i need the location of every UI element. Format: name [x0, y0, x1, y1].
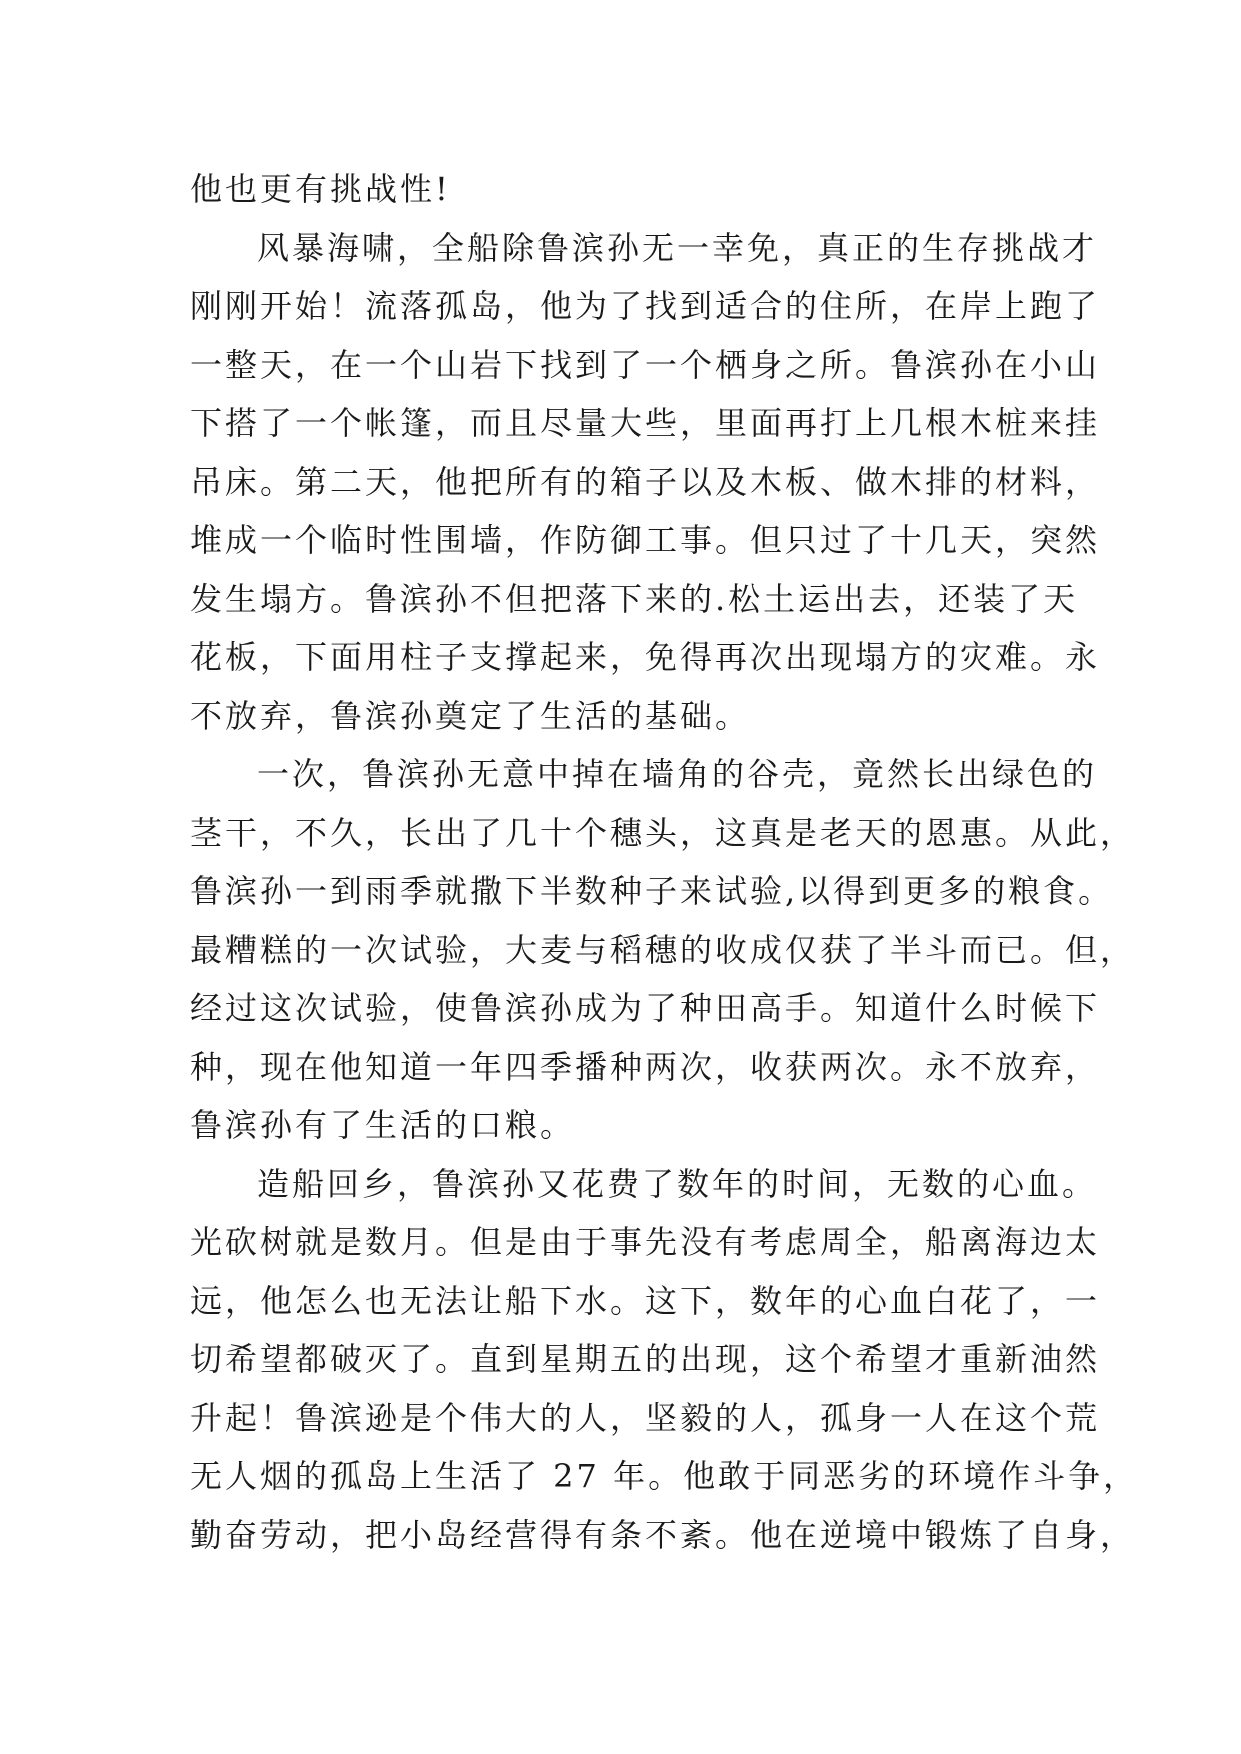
text-line: 切希望都破灭了。直到星期五的出现，这个希望才重新油然	[190, 1340, 1101, 1378]
text-line: 升起！鲁滨逊是个伟大的人，坚毅的人，孤身一人在这个荒	[190, 1398, 1101, 1437]
text-line: 光砍树就是数月。但是由于事先没有考虑周全，船离海边太	[190, 1223, 1101, 1261]
text-line: 造船回乡，鲁滨孙又花费了数年的时间，无数的心血。	[257, 1164, 1098, 1203]
text-line: 勤奋劳动，把小岛经营得有条不紊。他在逆境中锻炼了自身，	[190, 1515, 1136, 1554]
text-line: 吊床。第二天，他把所有的箱子以及木板、做木排的材料，	[190, 462, 1101, 501]
text-line: 无人烟的孤岛上生活了 27 年。他敢于同恶劣的环境作斗争，	[190, 1457, 1139, 1495]
text-line: 花板，下面用柱子支撑起来，免得再次出现塌方的灾难。永	[190, 638, 1101, 676]
text-line: 堆成一个临时性围墙，作防御工事。但只过了十几天，突然	[190, 521, 1101, 559]
text-line: 远，他怎么也无法让船下水。这下，数年的心血白花了，一	[190, 1281, 1101, 1320]
text-line: 茎干，不久，长出了几十个穗头，这真是老天的恩惠。从此，	[190, 813, 1136, 852]
text-line: 鲁滨孙一到雨季就撒下半数种子来试验,以得到更多的粮食。	[190, 872, 1114, 910]
text-line: 最糟糕的一次试验，大麦与稻穗的收成仅获了半斗而已。但，	[190, 930, 1136, 969]
text-line: 他也更有挑战性!	[190, 170, 451, 208]
text-line: 风暴海啸，全船除鲁滨孙无一幸免，真正的生存挑战才	[257, 228, 1098, 267]
text-line: 经过这次试验，使鲁滨孙成为了种田高手。知道什么时候下	[190, 989, 1101, 1027]
text-line: 刚刚开始！流落孤岛，他为了找到适合的住所，在岸上跑了	[190, 287, 1101, 325]
text-line: 一整天，在一个山岩下找到了一个栖身之所。鲁滨孙在小山	[190, 345, 1101, 384]
text-line: 下搭了一个帐篷，而且尽量大些，里面再打上几根木桩来挂	[190, 404, 1101, 442]
article-body	[190, 160, 1139, 1564]
text-line: 种，现在他知道一年四季播种两次，收获两次。永不放弃，	[190, 1047, 1101, 1086]
text-line: 一次，鲁滨孙无意中掉在墙角的谷壳，竟然长出绿色的	[257, 755, 1098, 793]
text-line: 不放弃，鲁滨孙奠定了生活的基础。	[190, 696, 751, 735]
text-line: 鲁滨孙有了生活的口粮。	[190, 1106, 576, 1144]
text-line: 发生塌方。鲁滨孙不但把落下来的.松土运出去，还装了天	[190, 579, 1079, 618]
